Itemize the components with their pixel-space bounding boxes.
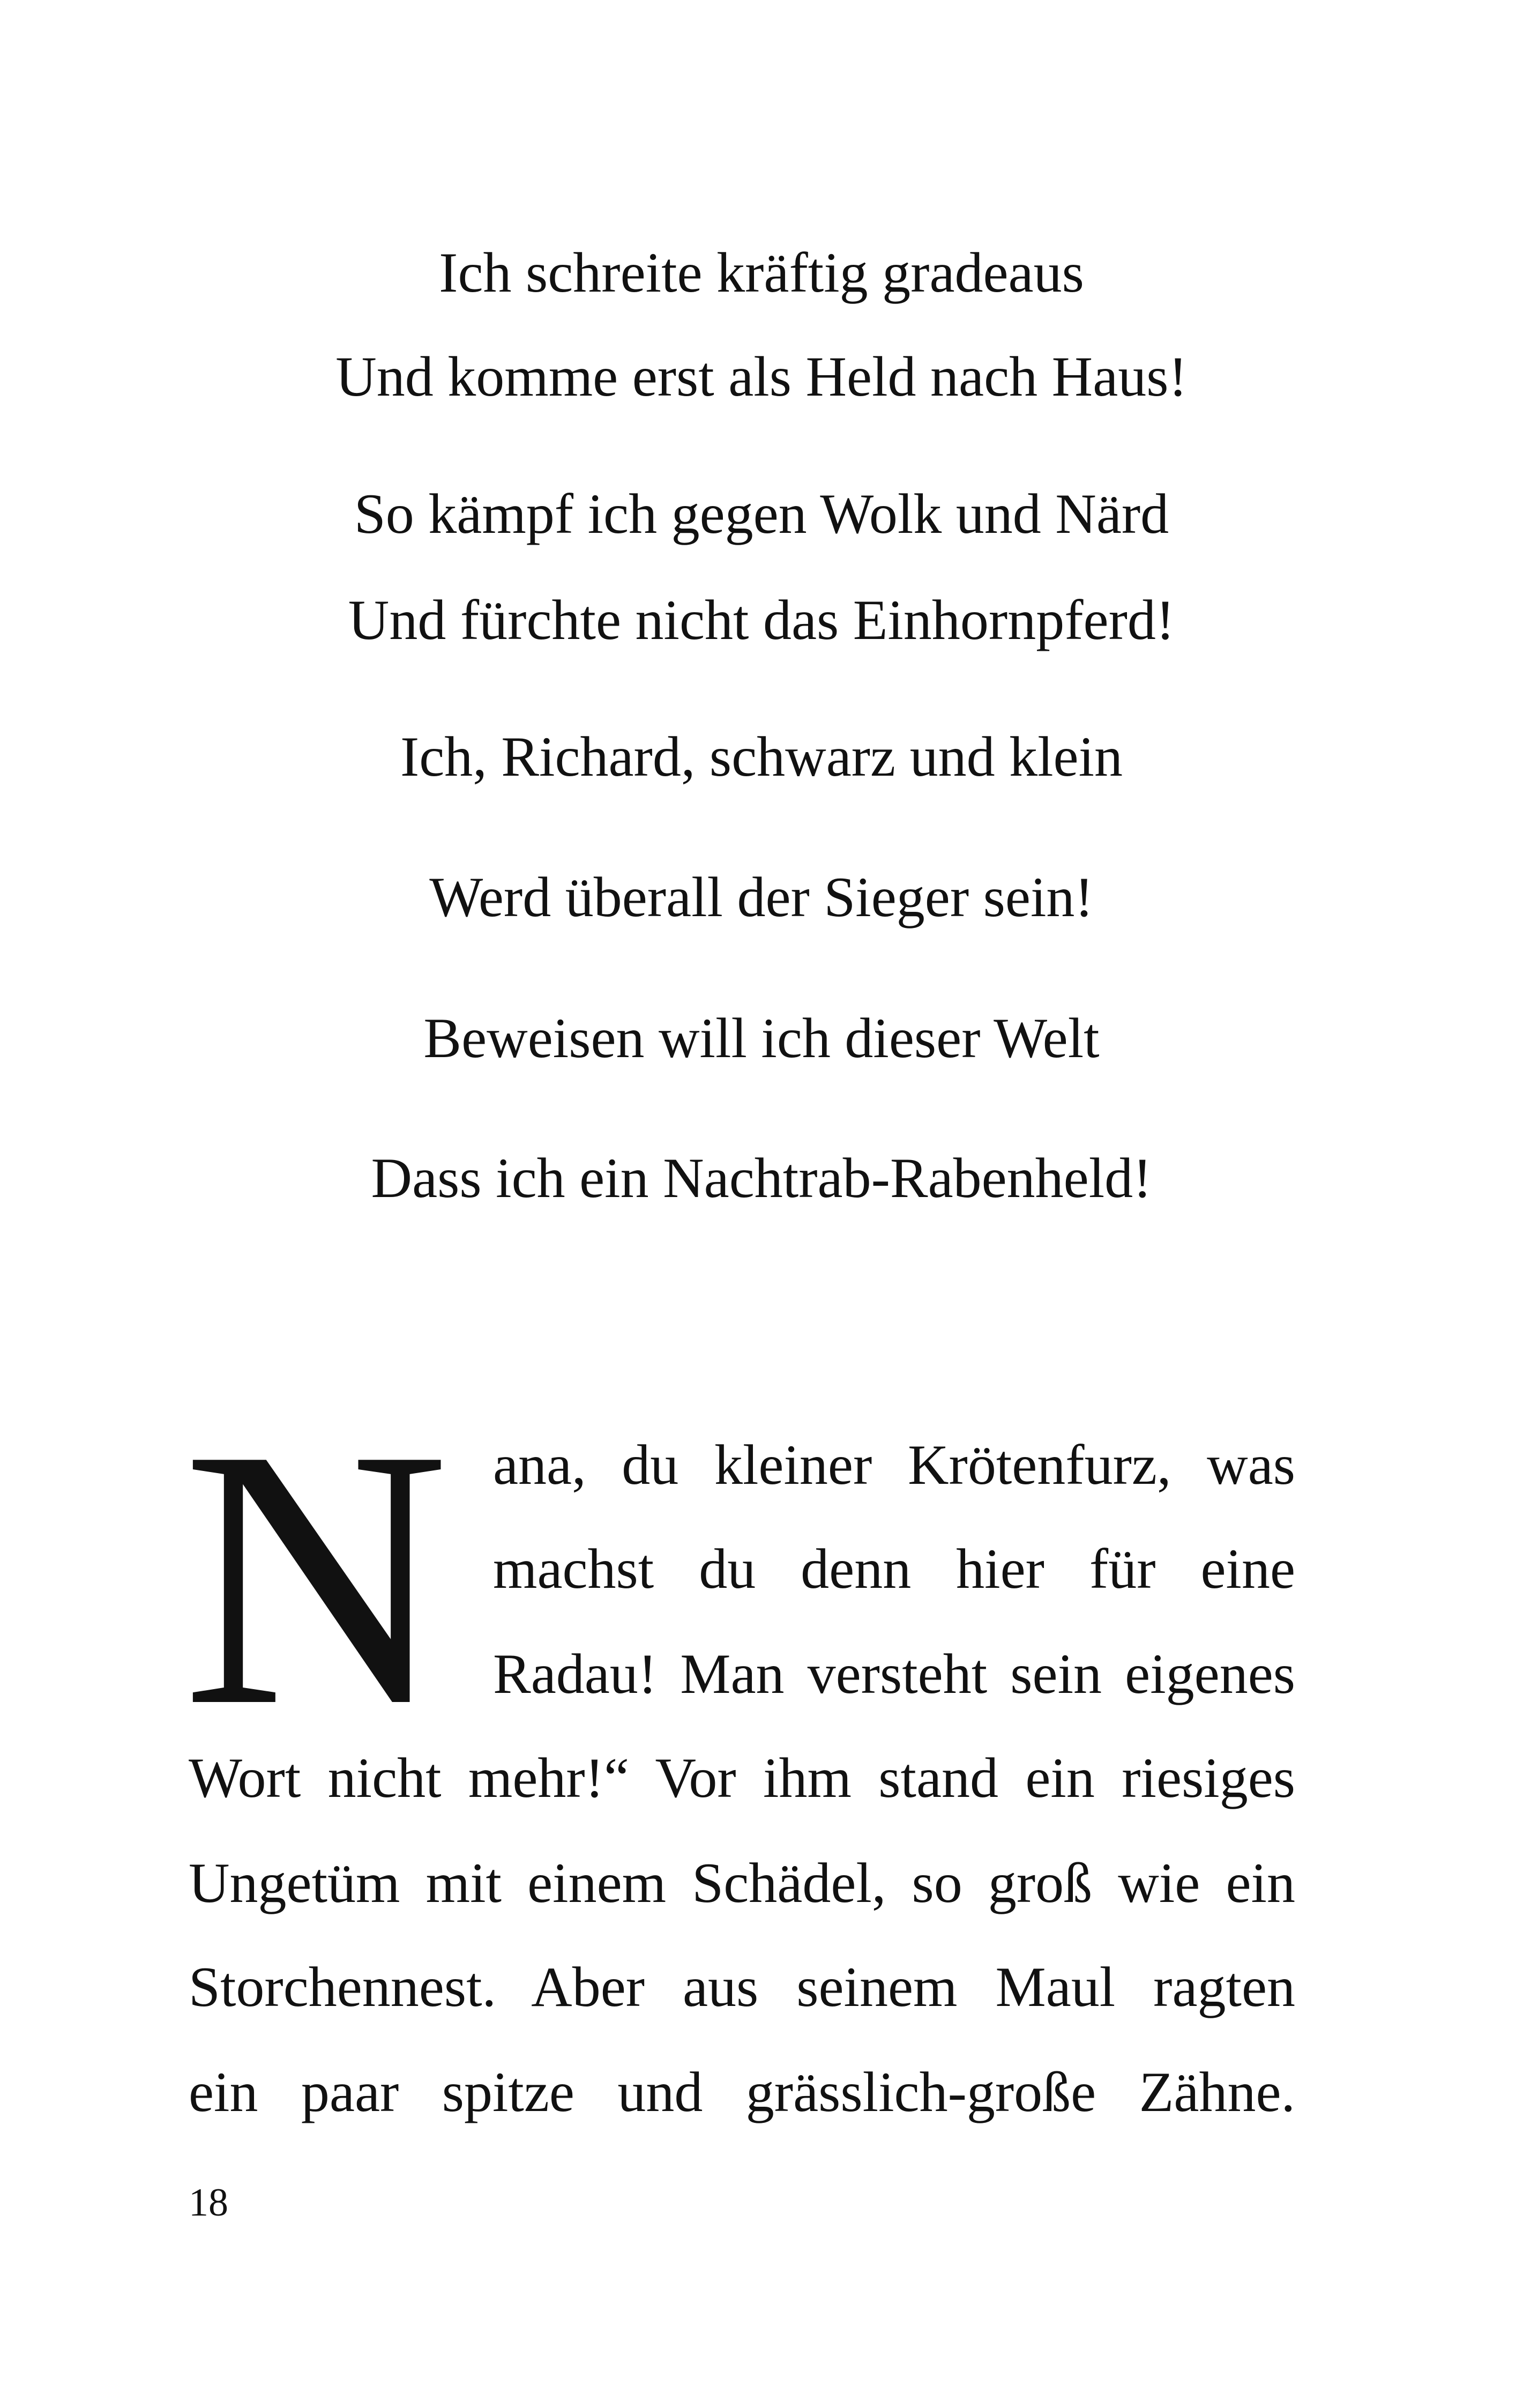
prose-line: machst du denn hier für eine [493,1537,1295,1600]
prose-line: ein paar spitze und grässlich-große Zähne. [189,2061,1295,2123]
prose-line: Radau! Man versteht sein eigenes [493,1643,1295,1705]
poem-line: Werd überall der Sieger sein! [429,866,1094,928]
prose-line: Storchennest. Aber aus seinem Maul ragten [189,1956,1295,2018]
poem-line: So kämpf ich gegen Wolk und Närd [354,482,1169,545]
poem-line: Ich, Richard, schwarz und klein [400,725,1123,788]
prose-line: Ungetüm mit einem Schädel, so groß wie ein [189,1852,1295,1914]
poem-line: Ich schreite kräftig gradeaus [439,241,1084,304]
poem-line: Dass ich ein Nachtrab-Rabenheld! [371,1147,1152,1209]
poem-line: Und komme erst als Held nach Haus! [335,345,1188,408]
poem-line: Beweisen will ich dieser Welt [423,1007,1100,1069]
prose-line: ana, du kleiner Krötenfurz, was [493,1433,1295,1496]
page-number: 18 [189,2181,228,2225]
prose-line: Wort nicht mehr!“ Vor ihm stand ein riesiges [189,1746,1295,1809]
poem-line: Und fürchte nicht das Einhornpferd! [348,589,1175,651]
drop-cap: N [182,1373,450,1782]
